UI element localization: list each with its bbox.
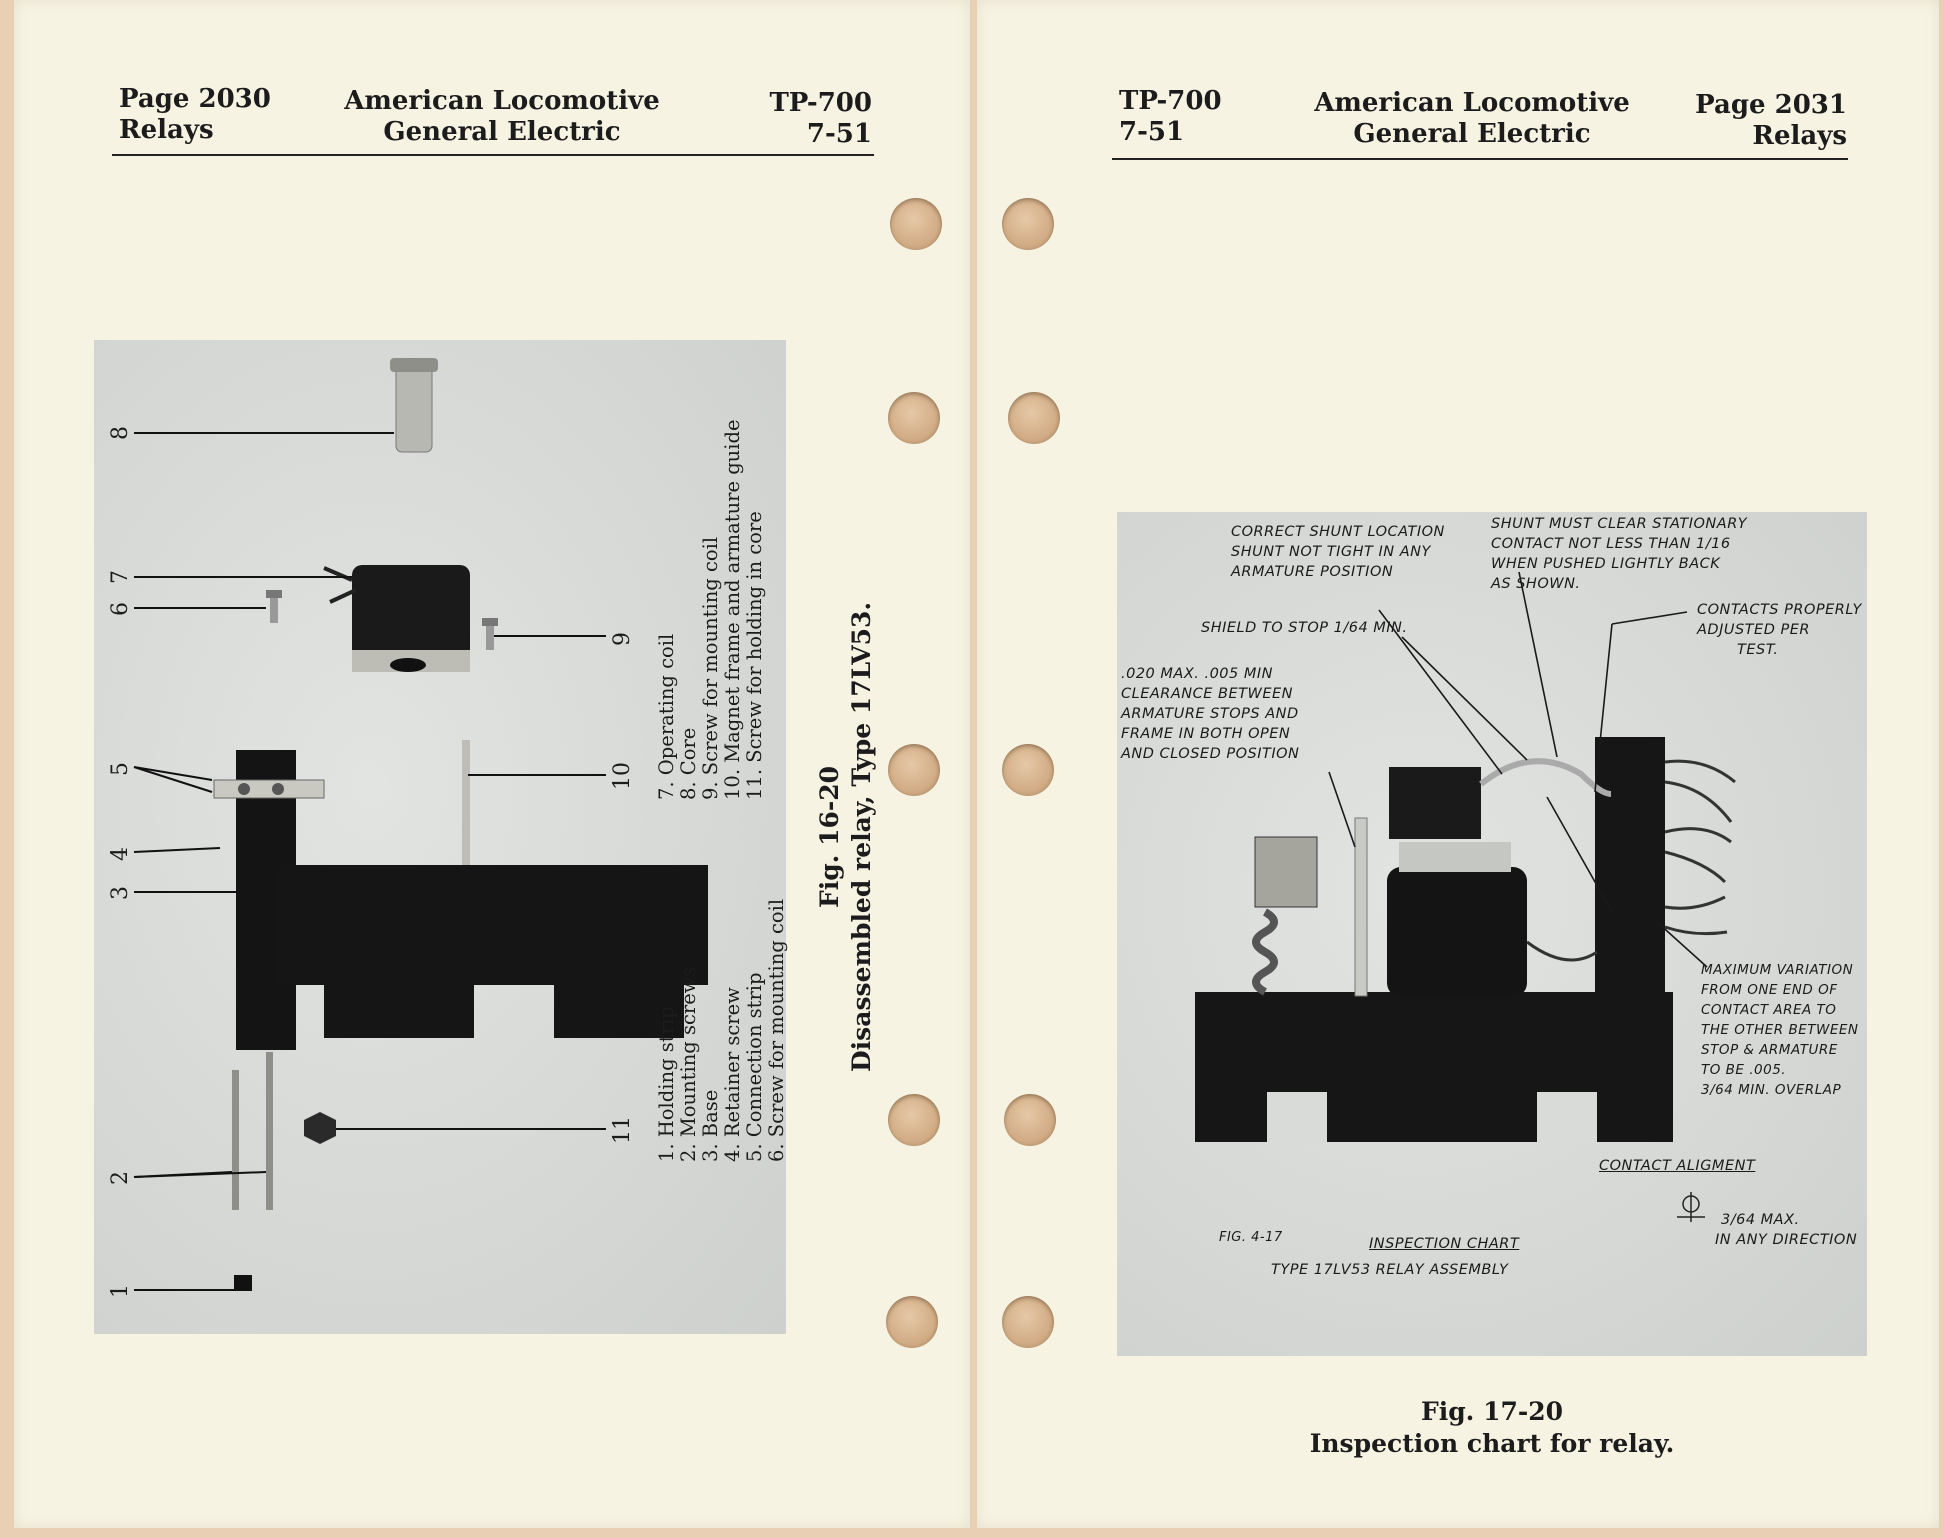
binder-hole — [886, 1296, 938, 1348]
binder-hole — [1004, 1094, 1056, 1146]
doc-number: TP-700 — [769, 88, 872, 118]
annotation-shunt-location — [1231, 522, 1445, 582]
armature-arm — [1355, 818, 1367, 996]
relay-base — [1195, 992, 1673, 1142]
binder-hole — [888, 1094, 940, 1146]
page-label: Page 2031 — [1695, 90, 1847, 120]
doc-number: TP-700 — [1119, 86, 1222, 116]
annotation-line: ADJUSTED PER — [1697, 622, 1810, 638]
spring-coil — [1256, 912, 1274, 992]
screw-6-head — [266, 590, 282, 598]
page-number — [119, 84, 271, 146]
callout-10: 10 — [610, 762, 635, 790]
legend-item: 8. Core — [677, 727, 700, 800]
mounting-screw-a — [232, 1070, 239, 1210]
leader-lines — [134, 433, 606, 1290]
right-page — [977, 0, 1939, 1528]
screw-9-part — [486, 622, 494, 650]
spring-bracket — [1255, 837, 1317, 907]
legend-item: 3. Base — [699, 1089, 722, 1162]
company-line-2: General Electric — [383, 117, 621, 147]
doc-ref — [754, 88, 872, 150]
annotation-line: CONTACTS PROPERLY — [1697, 602, 1862, 618]
annotation-clearance — [1121, 664, 1299, 764]
alignment-symbol — [1677, 1192, 1705, 1222]
annotation-shield: SHIELD TO STOP 1/64 MIN. — [1201, 620, 1408, 636]
armature-guide-part — [412, 740, 466, 870]
legend-item: 6. Screw for mounting coil — [765, 898, 788, 1162]
annotation-line: CONTACT AREA TO — [1701, 1002, 1837, 1018]
annotation-contact-alignment: CONTACT ALIGMENT — [1599, 1158, 1756, 1174]
annotation-line: FRAME IN BOTH OPEN — [1121, 726, 1291, 742]
screw-11-part — [304, 1112, 336, 1144]
doc-date: 7-51 — [1119, 117, 1185, 147]
coil-top — [1399, 842, 1511, 872]
callout-7: 7 — [108, 570, 133, 584]
contact-post — [1595, 737, 1665, 995]
chart-title: INSPECTION CHART — [1369, 1236, 1520, 1252]
annotation-variation — [1701, 960, 1859, 1100]
core-cap — [390, 358, 438, 372]
annotation-line: CONTACT NOT LESS THAN 1/16 — [1491, 536, 1731, 552]
inspection-chart-photo — [1117, 512, 1867, 1356]
annotation-line: SHUNT NOT TIGHT IN ANY — [1231, 544, 1431, 560]
callout-4: 4 — [108, 847, 133, 861]
legend-column-1 — [656, 899, 788, 1162]
base-notch-1 — [1267, 1092, 1327, 1144]
doc-ref — [1119, 86, 1222, 148]
annotation-line: STOP & ARMATURE — [1701, 1042, 1838, 1058]
binder-hole — [888, 744, 940, 796]
company-line-1: American Locomotive — [1314, 88, 1630, 118]
annotation-line: WHEN PUSHED LIGHTLY BACK — [1491, 556, 1721, 572]
coil-bore — [390, 658, 426, 672]
section-label: Relays — [119, 115, 214, 145]
legend-item: 5. Connection strip — [743, 972, 766, 1162]
screw-6-part — [270, 595, 278, 623]
mounting-screw-b — [266, 1052, 273, 1210]
binder-hole — [1002, 1296, 1054, 1348]
binder-hole — [890, 198, 942, 250]
page-label: Page 2030 — [119, 84, 271, 114]
legend-item: 4. Retainer screw — [721, 987, 744, 1162]
page-number — [1677, 90, 1847, 152]
figure-caption — [1117, 1396, 1867, 1460]
strip-screw-a — [238, 783, 250, 795]
base-part — [274, 865, 708, 985]
doc-date: 7-51 — [806, 119, 872, 149]
callout-6: 6 — [108, 602, 133, 616]
legend-item: 2. Mounting screws — [677, 966, 700, 1162]
figure-number: Fig. 17-20 — [1420, 1397, 1564, 1426]
callout-2: 2 — [108, 1171, 133, 1185]
annotation-line: ARMATURE STOPS AND — [1121, 706, 1299, 722]
binder-hole — [1008, 392, 1060, 444]
left-page — [14, 0, 970, 1528]
annotation-line: .020 MAX. .005 MIN — [1121, 666, 1274, 682]
screw-9-head — [482, 618, 498, 626]
base-foot-1 — [324, 980, 474, 1038]
company-name — [332, 86, 672, 148]
binder-hole — [1002, 198, 1054, 250]
annotation-max-direction — [1715, 1210, 1857, 1250]
figure-number: Fig. 16-20 — [815, 765, 844, 909]
company-name — [1302, 88, 1642, 150]
coil-leads — [324, 568, 356, 602]
annotation-line: TO BE .005. — [1701, 1062, 1787, 1078]
header-rule — [112, 154, 874, 156]
annotation-line: CLEARANCE BETWEEN — [1121, 686, 1293, 702]
annotation-line: TEST. — [1737, 642, 1779, 658]
annotation-shunt-clearance — [1491, 514, 1747, 594]
section-label: Relays — [1752, 121, 1847, 151]
disassembled-relay-photo — [94, 340, 786, 1334]
fig-tag: FIG. 4-17 — [1219, 1230, 1283, 1245]
legend-item: 9. Screw for mounting coil — [699, 536, 722, 800]
legend-item: 1. Holding strip — [655, 1006, 678, 1162]
chart-subtitle: TYPE 17LV53 RELAY ASSEMBLY — [1271, 1262, 1509, 1278]
figure-title: Inspection chart for relay. — [1309, 1429, 1675, 1458]
company-line-2: General Electric — [1353, 119, 1591, 149]
annotation-line: ARMATURE POSITION — [1231, 564, 1394, 580]
callout-5: 5 — [108, 762, 133, 776]
annotation-contacts — [1697, 600, 1862, 660]
callout-11: 11 — [610, 1116, 635, 1144]
base-notch-2 — [1537, 1092, 1597, 1144]
annotation-line: THE OTHER BETWEEN — [1701, 1022, 1859, 1038]
legend-item: 11. Screw for holding in core — [743, 511, 766, 800]
binder-hole — [1002, 744, 1054, 796]
strip-screw-b — [272, 783, 284, 795]
holding-strip-part — [234, 1275, 252, 1291]
callout-9: 9 — [610, 632, 635, 646]
relay-coil — [1387, 867, 1527, 997]
figure-title: Disassembled relay, Type 17LV53. — [847, 601, 876, 1072]
connection-strip-part — [214, 780, 324, 798]
annotation-line: AS SHOWN. — [1491, 576, 1581, 592]
annotation-line: SHUNT MUST CLEAR STATIONARY — [1491, 516, 1748, 532]
legend-item: 10. Magnet frame and armature guide — [721, 419, 744, 800]
legend-column-2 — [656, 420, 766, 801]
legend-item: 7. Operating coil — [655, 633, 678, 800]
annotation-line: 3/64 MIN. OVERLAP — [1701, 1082, 1842, 1098]
callout-1: 1 — [108, 1284, 133, 1298]
binder-hole — [888, 392, 940, 444]
annotation-line: MAXIMUM VARIATION — [1701, 962, 1854, 978]
header-rule — [1112, 158, 1848, 160]
company-line-1: American Locomotive — [344, 86, 660, 116]
annotation-line: IN ANY DIRECTION — [1715, 1232, 1858, 1248]
shunt — [1481, 761, 1611, 794]
annotation-line: FROM ONE END OF — [1701, 982, 1838, 998]
figure-caption — [814, 602, 878, 1072]
callout-3: 3 — [108, 886, 133, 900]
callout-8: 8 — [108, 426, 133, 440]
annotation-line: CORRECT SHUNT LOCATION — [1231, 524, 1445, 540]
armature-block — [1389, 767, 1481, 839]
core-part — [396, 360, 432, 452]
annotation-line: AND CLOSED POSITION — [1121, 746, 1300, 762]
annotation-line: 3/64 MAX. — [1721, 1212, 1800, 1228]
